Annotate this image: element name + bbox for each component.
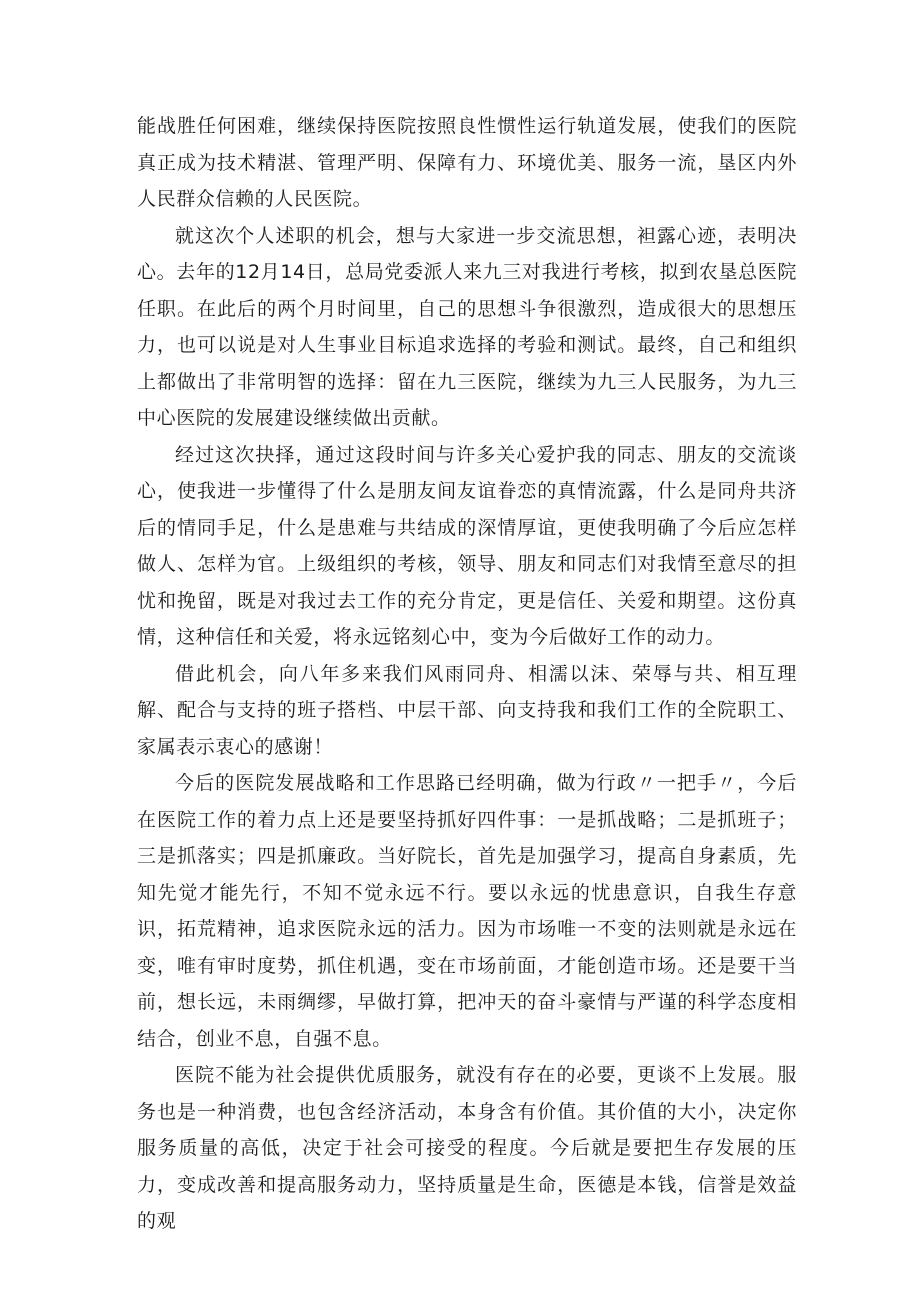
paragraph-4: 借此机会，向八年多来我们风雨同舟、相濡以沫、荣辱与共、相互理解、配合与支持的班子搭档、中层干部、向支持我和我们工作的全院职工、家属表示衷心的感谢！ [137, 662, 797, 758]
paragraph-1: 能战胜任何困难，继续保持医院按照良性惯性运行轨道发展，使我们的医院真正成为技术精湛、管理严明、保障有力、环境优美、服务一流，垦区内外人民群众信赖的人民医院。 [137, 115, 797, 210]
paragraph-3: 经过这次抉择，通过这段时间与许多关心爱护我的同志、朋友的交流谈心，使我进一步懂得了什么是朋友间友谊眷恋的真情流露，什么是同舟共济后的情同手足，什么是患难与共结成的深情厚谊，更使我明确了今后应怎样做人、怎样为官。上级组织的考核，领导、朋友和同志们对我情至意尽的担忧和挽留，既是对我过去工作的充分肯定，更是信任、关爱和期望。这份真情，这种信任和关爱，将永远铭刻心中，变为今后做好工作的动力。 [137, 443, 797, 648]
paragraph-5: 今后的医院发展战略和工作思路已经明确，做为行政〃一把手〃，今后在医院工作的着力点上还是要坚持抓好四件事：一是抓战略；二是抓班子；三是抓落实；四是抓廉政。当好院长，首先是加强学习，提高自身素质，先知先觉才能先行，不知不觉永远不行。要以永远的忧患意识，自我生存意识，拓荒精神，追求医院永远的活力。因为市场唯一不变的法则就是永远在变，唯有审时度势，抓住机遇，变在市场前面，才能创造市场。还是要干当前，想长远，未雨绸缪，早做打算，把冲天的奋斗豪情与严谨的科学态度相结合，创业不息，自强不息。 [137, 772, 797, 1050]
paragraph-6: 医院不能为社会提供优质服务，就没有存在的必要，更谈不上发展。服务也是一种消费，也包含经济活动，本身含有价值。其价值的大小，决定你服务质量的高低，决定于社会可接受的程度。今后就是要把生存发展的压力，变成改善和提高服务动力，坚持质量是生命，医德是本钱，信誉是效益的观 [137, 1064, 797, 1232]
paragraph-2: 就这次个人述职的机会，想与大家进一步交流思想，袒露心迹，表明决心。去年的12月14日，总局党委派人来九三对我进行考核，拟到农垦总医院任职。在此后的两个月时间里，自己的思想斗争很激烈，造成很大的思想压力，也可以说是对人生事业目标追求选择的考验和测试。最终，自己和组织上都做出了非常明智的选择：留在九三医院，继续为九三人民服务，为九三中心医院的发展建设继续做出贡献。 [137, 224, 797, 429]
document-body [137, 108, 797, 1240]
